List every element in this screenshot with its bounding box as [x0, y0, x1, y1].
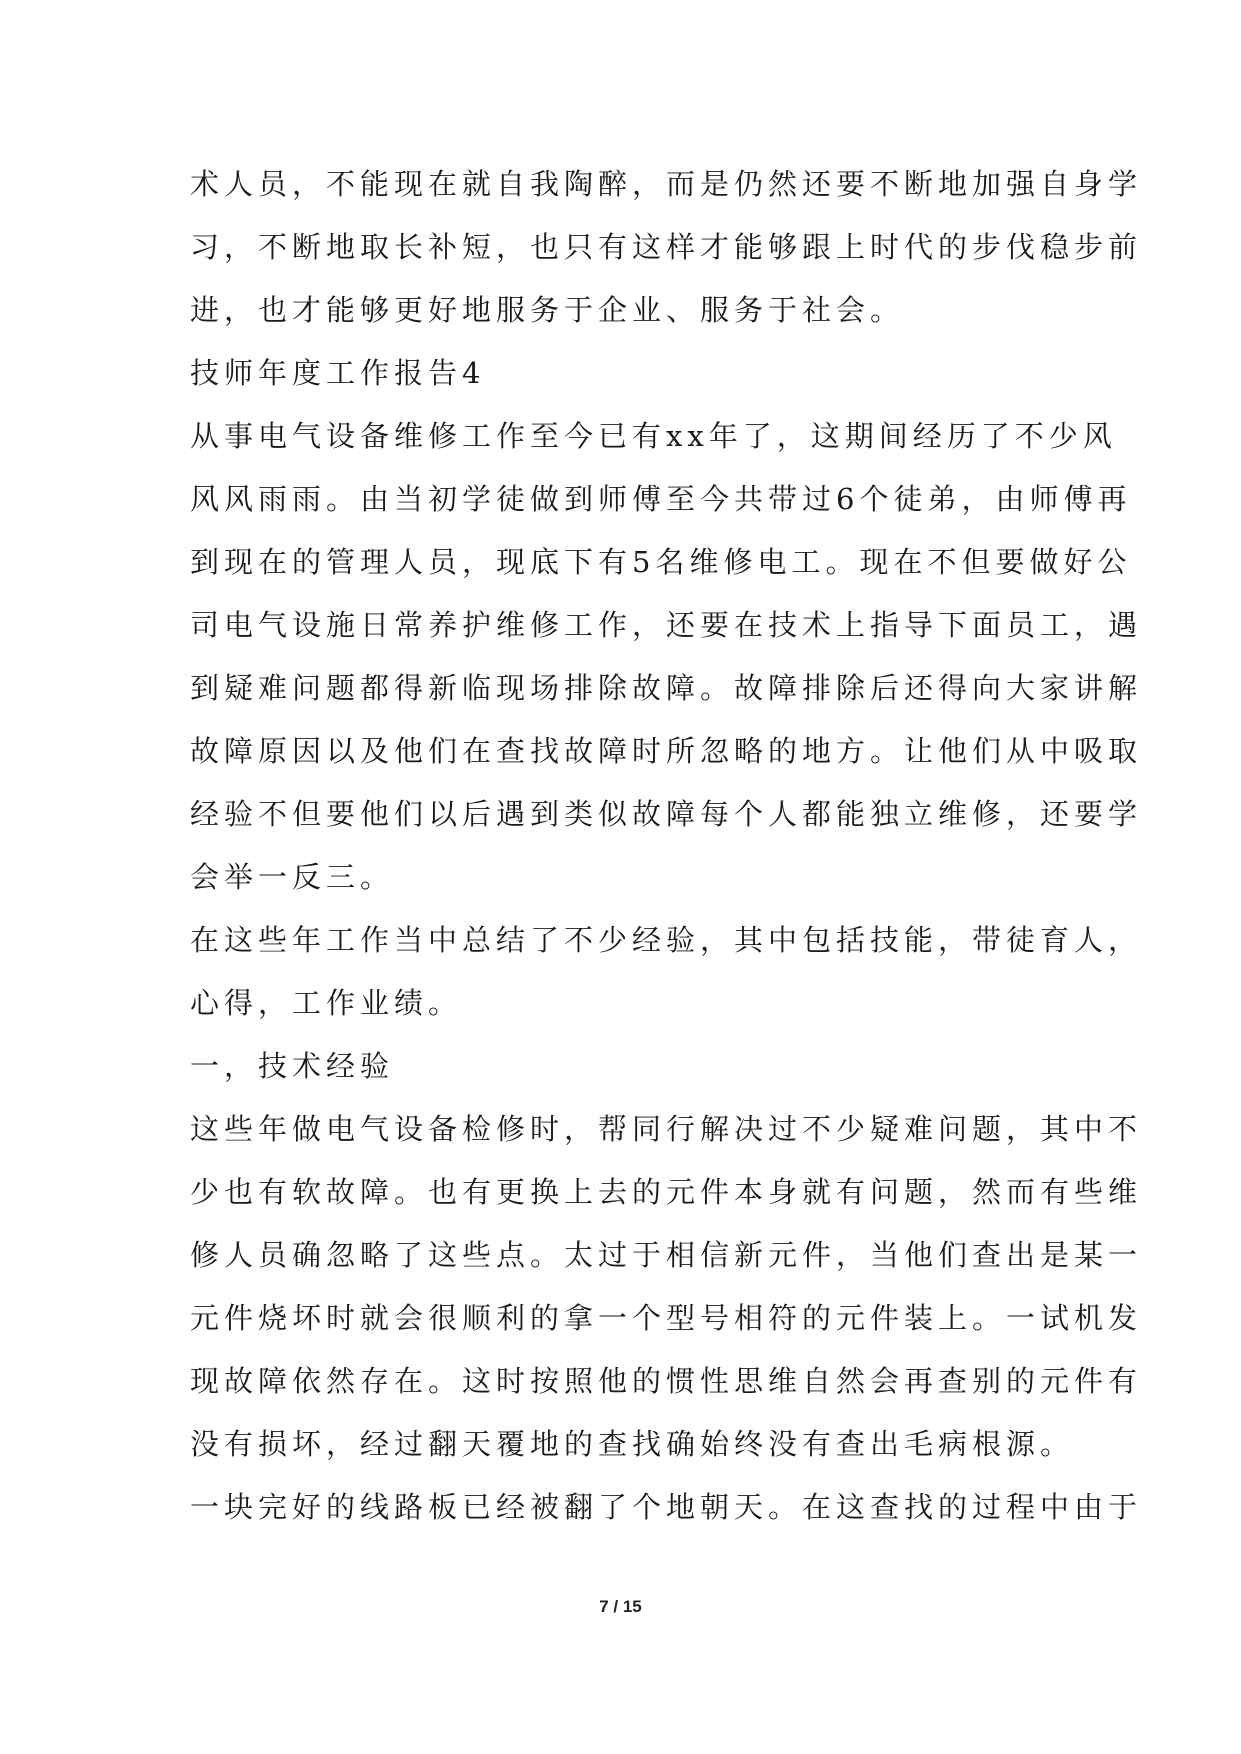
- text-line: 一块完好的线路板已经被翻了个地朝天。在这查找的过程中由于: [190, 1490, 1143, 1524]
- text-line: 从事电气设备维修工作至今已有xx年了，这期间经历了不少风: [190, 419, 1117, 453]
- text-line: 少也有软故障。也有更换上去的元件本身就有问题，然而有些维: [190, 1175, 1143, 1209]
- text-line: 现故障依然存在。这时按照他的惯性思维自然会再查别的元件有: [190, 1364, 1143, 1398]
- text-line: 习，不断地取长补短，也只有这样才能够跟上时代的步伐稳步前: [190, 230, 1143, 264]
- text-line: 经验不但要他们以后遇到类似故障每个人都能独立维修，还要学: [190, 797, 1143, 831]
- text-line: 这些年做电气设备检修时，帮同行解决过不少疑难问题，其中不: [190, 1112, 1143, 1146]
- text-line: 元件烧坏时就会很顺利的拿一个型号相符的元件装上。一试机发: [190, 1301, 1143, 1335]
- text-line: 故障原因以及他们在查找故障时所忽略的地方。让他们从中吸取: [190, 734, 1143, 768]
- text-line: 到现在的管理人员，现底下有5名维修电工。现在不但要做好公: [190, 545, 1132, 579]
- text-line: 风风雨雨。由当初学徒做到师傅至今共带过6个徒弟，由师傅再: [190, 482, 1132, 516]
- section-heading: 技师年度工作报告4: [190, 356, 486, 390]
- text-line: 术人员，不能现在就自我陶醉，而是仍然还要不断地加强自身学: [190, 167, 1143, 201]
- text-line: 心得，工作业绩。: [190, 986, 463, 1020]
- section-heading: 一，技术经验: [190, 1049, 395, 1083]
- text-line: 没有损坏，经过翻天覆地的查找确始终没有查出毛病根源。: [190, 1427, 1075, 1461]
- text-line: 修人员确忽略了这些点。太过于相信新元件，当他们查出是某一: [190, 1238, 1143, 1272]
- text-line: 进，也才能够更好地服务于企业、服务于社会。: [190, 293, 905, 327]
- text-line: 在这些年工作当中总结了不少经验，其中包括技能，带徒育人，: [190, 923, 1143, 957]
- text-line: 司电气设施日常养护维修工作，还要在技术上指导下面员工，遇: [190, 608, 1143, 642]
- text-line: 到疑难问题都得新临现场排除故障。故障排除后还得向大家讲解: [190, 671, 1143, 705]
- text-line: 会举一反三。: [190, 860, 395, 894]
- page-number: 7 / 15: [599, 1597, 642, 1616]
